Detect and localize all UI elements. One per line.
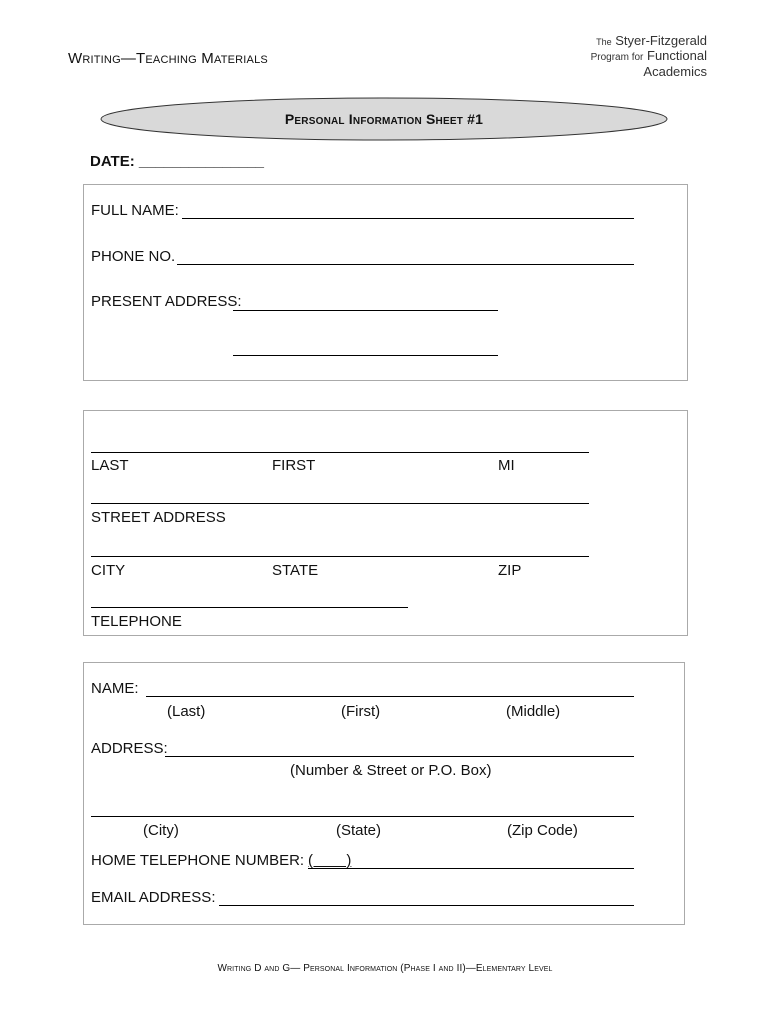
- address-label: ADDRESS:: [91, 740, 168, 757]
- date-field[interactable]: DATE: _______________: [90, 153, 265, 170]
- logo-name: Styer-Fitzgerald: [615, 33, 707, 48]
- sheet-title-banner: [100, 97, 668, 141]
- address-line[interactable]: [165, 756, 634, 757]
- logo-the: The: [596, 37, 612, 47]
- state-label: STATE: [272, 562, 319, 579]
- city-label: CITY: [91, 562, 126, 579]
- city-state-zip-line[interactable]: [91, 556, 589, 557]
- full-name-line[interactable]: [182, 218, 634, 219]
- telephone-line[interactable]: [91, 607, 408, 608]
- home-telephone-line[interactable]: [308, 868, 634, 869]
- name-line[interactable]: [91, 452, 589, 453]
- section-detailed-box: [83, 662, 685, 925]
- logo-functional: Functional: [647, 48, 707, 63]
- middle-hint: (Middle): [506, 703, 561, 720]
- first-hint: (First): [341, 703, 381, 720]
- first-label: FIRST: [272, 457, 316, 474]
- present-address-line-2[interactable]: [233, 355, 498, 356]
- mi-label: MI: [498, 457, 515, 474]
- full-name-detailed-line[interactable]: [146, 696, 634, 697]
- email-label: EMAIL ADDRESS:: [91, 889, 216, 906]
- city-hint: (City): [143, 822, 179, 839]
- full-name-label: FULL NAME:: [91, 202, 179, 219]
- present-address-label: PRESENT ADDRESS:: [91, 293, 242, 310]
- document-header-title: Writing—Teaching Materials: [68, 50, 268, 67]
- program-logo: [591, 34, 707, 79]
- street-address-line[interactable]: [91, 503, 589, 504]
- street-address-label: STREET ADDRESS: [91, 509, 226, 526]
- page-footer: Writing D and G— Personal Information (Phase I and II)—Elementary Level: [217, 963, 553, 974]
- logo-academics: Academics: [643, 64, 707, 79]
- name-label: NAME:: [91, 680, 139, 697]
- area-code-field[interactable]: ( ): [308, 852, 352, 869]
- zip-hint: (Zip Code): [507, 822, 578, 839]
- last-hint: (Last): [167, 703, 206, 720]
- phone-line[interactable]: [177, 264, 634, 265]
- last-label: LAST: [91, 457, 129, 474]
- state-hint: (State): [336, 822, 382, 839]
- telephone-label: TELEPHONE: [91, 613, 182, 630]
- zip-label: ZIP: [498, 562, 522, 579]
- home-telephone-label: HOME TELEPHONE NUMBER:: [91, 852, 305, 869]
- present-address-line-1[interactable]: [233, 310, 498, 311]
- logo-program-for: Program for: [590, 52, 644, 63]
- street-hint: (Number & Street or P.O. Box): [290, 762, 492, 779]
- phone-label: PHONE NO.: [91, 248, 176, 265]
- email-line[interactable]: [219, 905, 634, 906]
- sheet-title: Personal Information Sheet #1: [284, 111, 484, 127]
- city-state-zip-detailed-line[interactable]: [91, 816, 634, 817]
